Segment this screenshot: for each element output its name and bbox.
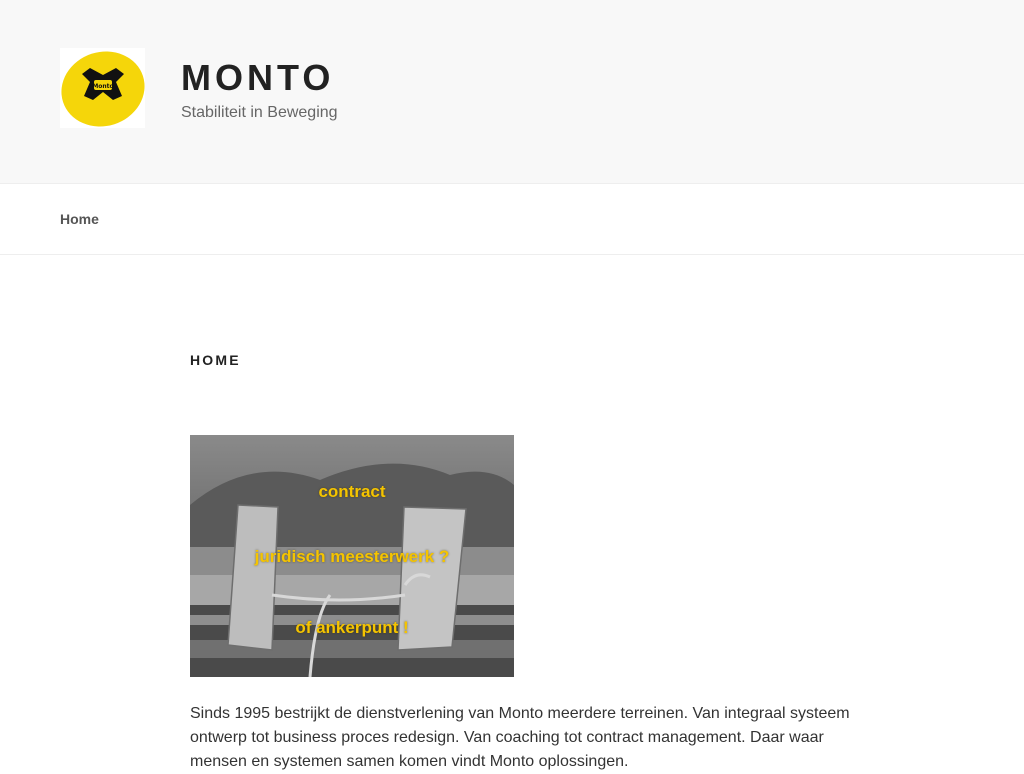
site-title[interactable]: MONTO: [181, 57, 335, 98]
site-header: [0, 0, 1024, 184]
hero-image: [190, 435, 514, 677]
svg-text:Monto: Monto: [92, 83, 114, 90]
main-navigation: [0, 184, 1024, 255]
nav-item-home[interactable]: Home: [60, 211, 99, 227]
hero-caption-line-3: of ankerpunt !: [295, 618, 409, 637]
page-title: HOME: [190, 352, 241, 368]
intro-paragraph: Sinds 1995 bestrijkt de dienstverlening van Monto meerdere terreinen. Van integraal systeem ontwerp tot business proces redesign. Van coaching tot contract management. Daar waar mensen en systemen samen komen vindt Monto oplossingen.: [190, 705, 850, 770]
hero-caption-line-2: juridisch meesterwerk ?: [254, 547, 450, 566]
site-logo[interactable]: [60, 48, 145, 128]
monto-logo-icon: [60, 48, 145, 128]
hero-caption-line-1: contract: [318, 482, 386, 501]
site-tagline: Stabiliteit in Beweging: [181, 104, 338, 121]
